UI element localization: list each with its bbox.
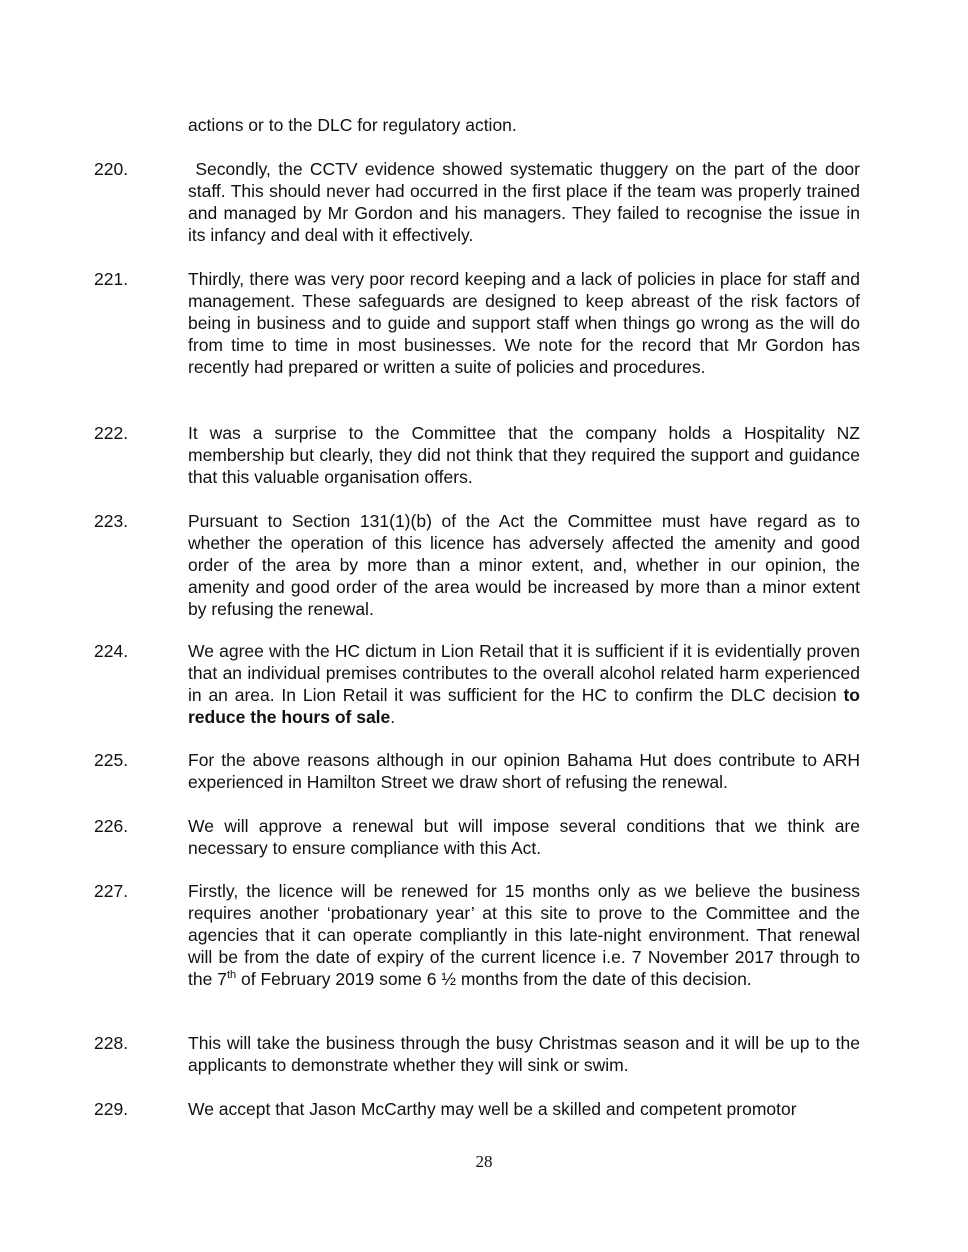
paragraph-number: 222.	[94, 423, 129, 443]
paragraph-number: 220.	[94, 159, 129, 179]
paragraph-text: Firstly, the licence will be renewed for 15 months only as we believe the business requires another ‘probationary year’ at this site to prove to the Committee and the agencies that it can operate compliantly in this late-night environment. That renewal will be from the date of expiry of the current licence i.e. 7 November 2017 through to the 7th of February 2019 some 6 ½ months from the date of this decision.	[188, 881, 860, 989]
paragraph-number: 226.	[94, 816, 129, 836]
paragraph-text: Thirdly, there was very poor record keeping and a lack of policies in place for staff and management. These safeguards are designed to keep abreast of the risk factors of being in business and to guide and support staff when things go wrong as the will do from time to time in most businesses. We note for the record that Mr Gordon has recently had prepared or written a suite of policies and procedures.	[188, 269, 860, 377]
paragraph-text: We will approve a renewal but will impose several conditions that we think are necessary to ensure compliance with this Act.	[188, 816, 860, 858]
paragraph-number: 228.	[94, 1033, 129, 1053]
bold-emphasis: to reduce the hours of sale	[188, 685, 860, 727]
paragraph-text: It was a surprise to the Committee that the company holds a Hospitality NZ membership but clearly, they did not think that they required the support and guidance that this valuable organisation offers.	[188, 423, 860, 487]
paragraph-text: Pursuant to Section 131(1)(b) of the Act the Committee must have regard as to whether the operation of this licence has adversely affected the amenity and good order of the area by more than a minor extent, and, whether in our opinion, the amenity and good order of the area would be increased by more than a minor extent by refusing the renewal.	[188, 511, 860, 619]
paragraph-text: We accept that Jason McCarthy may well be a skilled and competent promotor	[188, 1099, 797, 1119]
paragraph-text: Secondly, the CCTV evidence showed systematic thuggery on the part of the door staff. This should never had occurred in the first place if the team was properly trained and managed by Mr Gordon and his managers. They failed to recognise the issue in its infancy and deal with it effectively.	[188, 159, 860, 245]
paragraph-number: 229.	[94, 1099, 129, 1119]
paragraph-number: 223.	[94, 511, 129, 531]
superscript: th	[226, 969, 237, 982]
paragraph-text: This will take the business through the busy Christmas season and it will be up to the applicants to demonstrate whether they will sink or swim.	[188, 1033, 860, 1075]
paragraph-number: 224.	[94, 641, 129, 661]
paragraph-number: 221.	[94, 269, 129, 289]
paragraph-number: 227.	[94, 881, 129, 901]
paragraph-text: We agree with the HC dictum in Lion Retail that it is sufficient if it is evidentially proven that an individual premises contributes to the overall alcohol related harm experienced in an area. In Lion Retail it was sufficient for the HC to confirm the DLC decision to reduce the hours of sale.	[188, 641, 860, 727]
continuation-text: actions or to the DLC for regulatory action.	[188, 115, 517, 135]
paragraph-number: 225.	[94, 750, 129, 770]
page-number: 28	[475, 1152, 493, 1171]
paragraph-text: For the above reasons although in our opinion Bahama Hut does contribute to ARH experienced in Hamilton Street we draw short of refusing the renewal.	[188, 750, 860, 792]
